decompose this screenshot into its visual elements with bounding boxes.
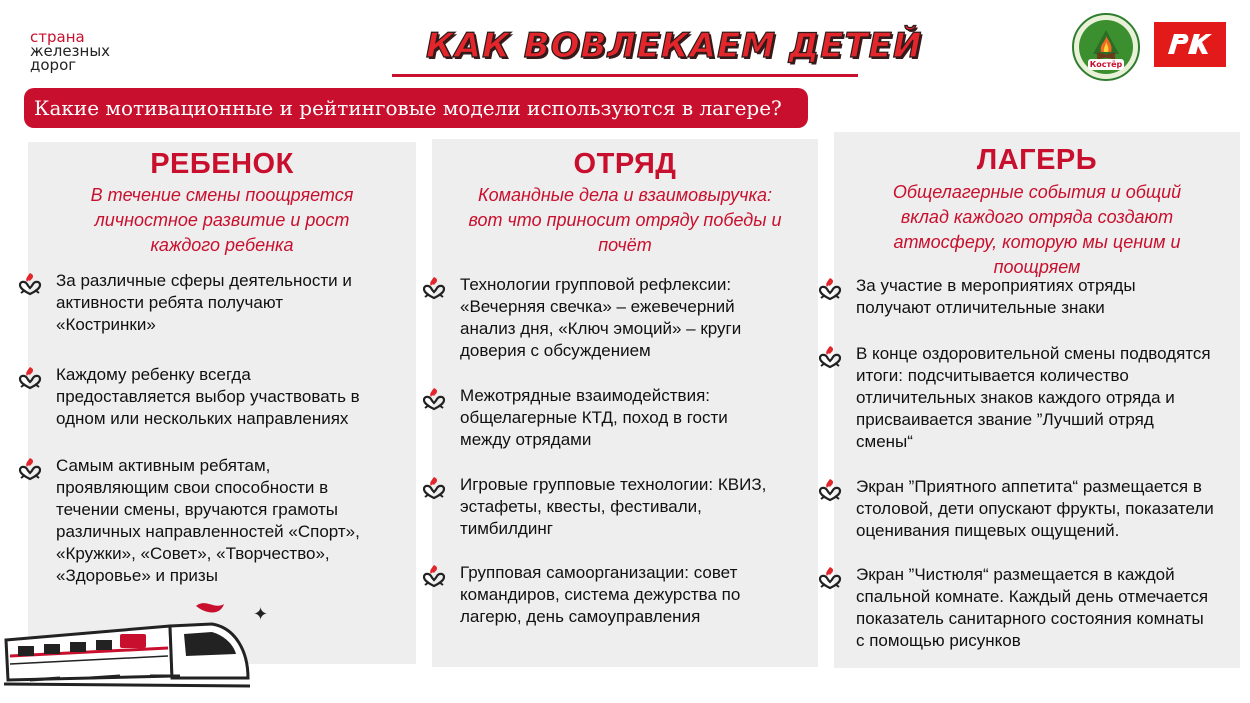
list-item-line: отличительных знаков каждого отряда и — [856, 388, 1175, 407]
heart-fire-icon — [816, 343, 844, 371]
list-item-line: между отрядами — [460, 430, 592, 449]
list-item-line: смены“ — [856, 432, 913, 451]
list-item-line: За участие в мероприятиях отряды — [856, 276, 1136, 295]
list-item-text — [856, 343, 1211, 453]
heart-fire-icon — [420, 474, 448, 502]
list-item-line: предоставляется выбор участвовать в — [56, 387, 360, 406]
rzd-logo — [1154, 22, 1226, 67]
list-item — [16, 270, 406, 336]
brand-line-3: дорог — [30, 56, 77, 74]
subtitle-line: почёт — [598, 235, 652, 255]
list-item — [420, 562, 816, 628]
list-item — [420, 274, 816, 362]
kostyor-logo-text: Костёр — [1089, 60, 1123, 69]
list-item — [16, 455, 406, 587]
column-subtitle — [28, 183, 416, 258]
list-item-line: одном или нескольких направлениях — [56, 409, 349, 428]
list-item-text — [856, 564, 1208, 652]
list-item-line: Межотрядные взаимодействия: — [460, 386, 710, 405]
list-item-line: командиров, система дежурства по — [460, 585, 741, 604]
train-illustration — [0, 594, 262, 694]
list-item-line: общелагерные КТД, поход в гости — [460, 408, 728, 427]
list-item-text — [56, 455, 360, 587]
list-item-text — [460, 474, 766, 540]
column-subtitle — [834, 180, 1240, 280]
heart-fire-icon — [420, 274, 448, 302]
list-item-line: спальной комнате. Каждый день отмечается — [856, 587, 1209, 606]
list-item-line: «Костринки» — [56, 315, 156, 334]
list-item-line: итоги: подсчитывается количество — [856, 366, 1129, 385]
brand-line-2: железных — [30, 42, 111, 60]
list-item-line: В конце оздоровительной смены подводятся — [856, 344, 1211, 363]
list-item-line: столовой, дети опускают фрукты, показатели — [856, 499, 1214, 518]
list-item-line: лагерю, день самоуправления — [460, 607, 701, 626]
list-item-line: проявляющим свои способности в — [56, 478, 329, 497]
heart-fire-icon — [420, 562, 448, 590]
list-item-line: анализ дня, «Ключ эмоций» – круги — [460, 319, 742, 338]
list-item-text — [460, 274, 741, 362]
subtitle-line: В течение смены поощряется — [90, 185, 354, 205]
brand-logo — [30, 30, 110, 72]
list-item — [816, 564, 1246, 652]
list-item-line: с помощью рисунков — [856, 631, 1021, 650]
list-item — [420, 474, 816, 540]
list-item-line: «Кружки», «Совет», «Творчество», — [56, 544, 330, 563]
list-item-line: Технологии групповой рефлексии: — [460, 275, 732, 294]
sparkle-icon: ✦ — [253, 604, 269, 624]
list-item-line: Игровые групповые технологии: КВИЗ, — [460, 475, 767, 494]
list-item-line: течении смены, вручаются грамоты — [56, 500, 338, 519]
heart-fire-icon — [816, 476, 844, 504]
list-item-line: доверия с обсуждением — [460, 341, 651, 360]
heart-fire-icon — [16, 270, 44, 298]
subtitle-line: атмосферу, которую мы ценим и — [893, 232, 1181, 252]
list-item-line: активности ребята получают — [56, 293, 283, 312]
column-heading: ЛАГЕРЬ — [976, 144, 1098, 176]
list-item — [420, 385, 816, 451]
list-item — [816, 476, 1246, 542]
heart-fire-icon — [16, 455, 44, 483]
column-heading: ОТРЯД — [573, 148, 677, 180]
subtitle-line: поощряем — [993, 257, 1081, 277]
column-subtitle — [432, 183, 818, 258]
subtitle-line: вот что приносит отряду победы и — [468, 210, 782, 230]
list-item-line: Групповая самоорганизации: совет — [460, 563, 738, 582]
question-banner: Какие мотивационные и рейтинговые модели используются в лагере? — [24, 88, 808, 128]
page-title-block — [392, 26, 923, 78]
list-item-text — [56, 364, 360, 430]
subtitle-line: каждого ребенка — [150, 235, 294, 255]
list-item-line: оценивания пищевых ощущений. — [856, 521, 1120, 540]
list-item-line: показатель санитарного состояния комнаты — [856, 609, 1204, 628]
heart-fire-icon — [816, 564, 844, 592]
list-item-text — [56, 270, 352, 336]
list-item-line: получают отличительные знаки — [856, 298, 1105, 317]
kostyor-logo — [1071, 12, 1141, 82]
subtitle-line: вклад каждого отряда создают — [900, 207, 1174, 227]
list-item-line: «Здоровье» и призы — [56, 566, 218, 585]
list-item — [816, 275, 1246, 319]
list-item-line: «Вечерняя свечка» – ежевечерний — [460, 297, 735, 316]
list-item-line: Экран ”Приятного аппетита“ размещается в — [856, 477, 1202, 496]
list-item-line: Каждому ребенку всегда — [56, 365, 251, 384]
subtitle-line: личностное развитие и рост — [94, 210, 350, 230]
list-item-text — [856, 275, 1136, 319]
list-item-line: различных направленностей «Спорт», — [56, 522, 360, 541]
title-underline — [392, 74, 858, 77]
subtitle-line: Общелагерные события и общий — [892, 182, 1182, 202]
subtitle-line: Командные дела и взаимовыручка: — [478, 185, 772, 205]
list-item-line: Самым активным ребятам, — [56, 456, 271, 475]
list-item — [16, 364, 406, 430]
column-heading: РЕБЕНОК — [150, 148, 294, 180]
heart-fire-icon — [16, 364, 44, 392]
list-item-line: присваивается звание ”Лучший отряд — [856, 410, 1154, 429]
list-item-line: За различные сферы деятельности и — [56, 271, 352, 290]
list-item-line: Экран ”Чистюля“ размещается в каждой — [856, 565, 1175, 584]
list-item-line: тимбилдинг — [460, 519, 553, 538]
page-title: КАК ВОВЛЕКАЕМ ДЕТЕЙ — [426, 26, 923, 66]
heart-fire-icon — [816, 275, 844, 303]
brand-line-1: страна — [30, 28, 85, 46]
list-item — [816, 343, 1246, 453]
list-item-text — [460, 562, 740, 628]
list-item-text — [460, 385, 728, 451]
heart-fire-icon — [420, 385, 448, 413]
list-item-line: эстафеты, квесты, фестивали, — [460, 497, 702, 516]
list-item-text — [856, 476, 1214, 542]
